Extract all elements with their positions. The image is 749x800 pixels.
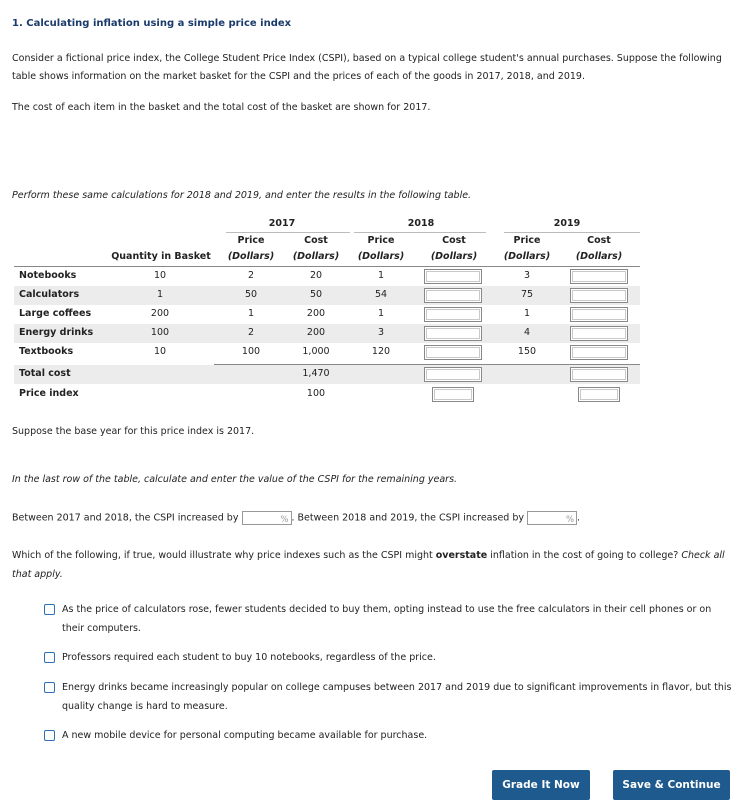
- cost-2018-input[interactable]: [424, 269, 482, 284]
- save-continue-button[interactable]: Save & Continue: [613, 770, 730, 800]
- price-index-row: Price index 100: [14, 385, 640, 404]
- option-energy-drinks[interactable]: Energy drinks became increasingly popular on college campuses between 2017 and 2019 due to significant improvements in flavor, but this quality change is hard to measure.: [44, 678, 734, 716]
- cost-2018-input[interactable]: [424, 307, 482, 322]
- base-year-text: Suppose the base year for this price index is 2017.: [12, 426, 255, 437]
- header-cost-2019: Cost (Dollars): [575, 235, 623, 262]
- cost-2019-input[interactable]: [570, 307, 628, 322]
- checkbox[interactable]: [44, 652, 55, 663]
- table-row: Notebooks 10 2 20 1 3: [14, 267, 640, 286]
- option-calculators[interactable]: As the price of calculators rose, fewer students decided to buy them, opting instead to use the free calculators in their cell phones or on their computers.: [44, 600, 734, 638]
- price-index-2018-input[interactable]: [432, 387, 474, 402]
- increase-sentence: Between 2017 and 2018, the CSPI increased by % . Between 2018 and 2019, the CSPI increased by % .: [12, 512, 581, 525]
- intro-text: Consider a fictional price index, the College Student Price Index (CSPI), based on a typical college student's annual purchases. Suppose the following table shows information on the market basket for the CSPI and the prices of each of the goods in 2017, 2018, and 2019.: [12, 53, 722, 82]
- cost-2019-input[interactable]: [570, 269, 628, 284]
- total-cost-row: Total cost 1,470: [14, 365, 640, 384]
- header-price-2018: Price (Dollars): [357, 235, 405, 262]
- table-row: Energy drinks 100 2 200 3 4: [14, 324, 640, 343]
- cost-2018-input[interactable]: [424, 345, 482, 360]
- checkbox[interactable]: [44, 604, 55, 615]
- grade-it-now-button[interactable]: Grade It Now: [492, 770, 590, 800]
- cost-2018-input[interactable]: [424, 326, 482, 341]
- last-row-instruction: In the last row of the table, calculate and enter the value of the CSPI for the remaining years.: [12, 474, 458, 485]
- overstate-question: Which of the following, if true, would illustrate why price indexes such as the CSPI might overstate inflation in the cost of going to college? Check all that apply.: [12, 550, 725, 580]
- year-2019: 2019: [553, 218, 581, 229]
- intro-text-2017: The cost of each item in the basket and the total cost of the basket are shown for 2017.: [12, 102, 431, 113]
- total-cost-2018-input[interactable]: [424, 367, 482, 382]
- increase-2017-2018-input[interactable]: %: [242, 511, 292, 525]
- option-notebooks[interactable]: Professors required each student to buy 10 notebooks, regardless of the price.: [44, 648, 734, 667]
- checkbox[interactable]: [44, 682, 55, 693]
- header-quantity: Quantity in Basket: [111, 251, 211, 262]
- instruction-text: Perform these same calculations for 2018 and 2019, and enter the results in the following table.: [12, 190, 472, 201]
- question-title: 1. Calculating inflation using a simple price index: [12, 18, 292, 29]
- table-row: Calculators 1 50 50 54 75: [14, 286, 640, 305]
- cost-2018-input[interactable]: [424, 288, 482, 303]
- increase-2018-2019-input[interactable]: %: [527, 511, 577, 525]
- year-2017: 2017: [268, 218, 296, 229]
- header-price-2017: Price (Dollars): [227, 235, 275, 262]
- table-row: Large coffees 200 1 200 1 1: [14, 305, 640, 324]
- price-index-2019-input[interactable]: [578, 387, 620, 402]
- cost-2019-input[interactable]: [570, 288, 628, 303]
- cost-2019-input[interactable]: [570, 345, 628, 360]
- table-row: Textbooks 10 100 1,000 120 150: [14, 343, 640, 362]
- year-2018: 2018: [407, 218, 435, 229]
- option-new-device[interactable]: A new mobile device for personal computing became available for purchase.: [44, 726, 734, 745]
- checkbox[interactable]: [44, 730, 55, 741]
- header-cost-2018: Cost (Dollars): [430, 235, 478, 262]
- cost-2019-input[interactable]: [570, 326, 628, 341]
- header-cost-2017: Cost (Dollars): [292, 235, 340, 262]
- total-cost-2019-input[interactable]: [570, 367, 628, 382]
- header-price-2019: Price (Dollars): [503, 235, 551, 262]
